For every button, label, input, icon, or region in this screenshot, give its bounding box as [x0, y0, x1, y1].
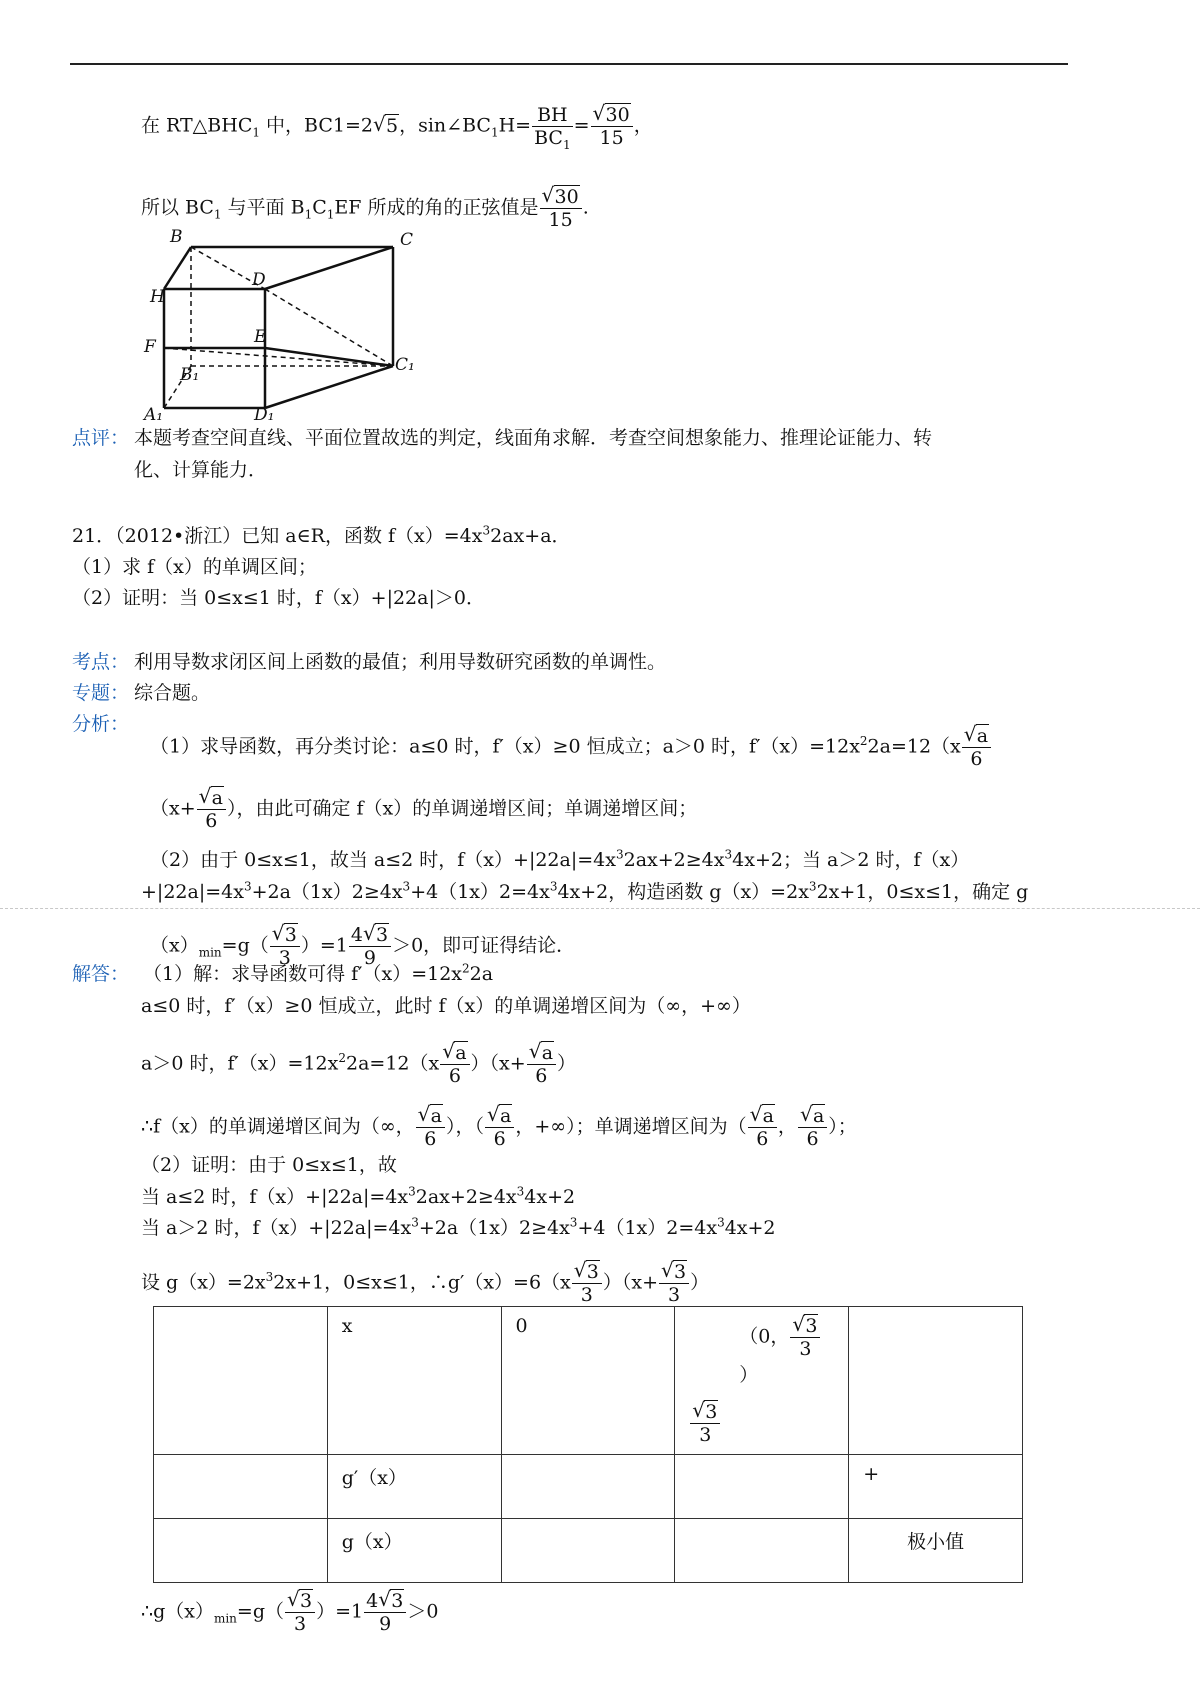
jieda-line1: （1）解：求导函数可得 $f'(x)=12x^22a$	[143, 961, 494, 985]
kaodian-line: 考点： 利用导数求闭区间上函数的最值；利用导数研究函数的单调性。	[72, 651, 667, 673]
label-C1: C₁	[395, 355, 415, 375]
comment-line2: 化、计算能力．	[134, 459, 268, 481]
fenxi-line2: （x+ √ $\frac{a}{6}$ ），由此可确定 f（x）的单调递增区间；单调递增区间；	[150, 787, 697, 832]
jieda-line4: ∴f（x）的单调递增区间为（∞， √ $\frac{a}{6}$ ），（ √ $\frac{a}{6}$ ，+∞）；单调递增区间为（ √ $\frac{a}{6}$ ， √ $\frac{a}{6}$ ）；	[141, 1105, 857, 1150]
fraction-bh-bc1: $\frac{BH}{BC_1}$	[534, 104, 571, 152]
fenxi-line5: $(x)_{min}=g$（ √ $\frac{3}{3}$ ）=1 $\frac{4√ 3}{9}$ ＞0，即可证得结论．	[150, 924, 575, 969]
header-rule	[70, 63, 1068, 65]
hidden-d-c1	[265, 289, 393, 366]
fraction-sqrt30-15: √ $\frac{30}{15}$	[591, 104, 633, 149]
comment-block: 点评： 本题考查空间直线、平面位置故选的判定，线面角求解．考查空间想象能力、推理论证能力、转	[72, 427, 933, 449]
table-row: g′（x） +	[154, 1455, 1023, 1519]
jieda-final-line: $\therefore g(x)_{min}=g$（ √ $\frac{3}{3}$ ）=1 $\frac{4√ 3}{9}$ ＞0	[141, 1590, 438, 1635]
fenxi-label: 分析：	[72, 713, 130, 735]
problem-line1: 21．（2012•浙江）已知 a∈R，函数 $f(x)=4x^32ax+a$．	[72, 523, 571, 547]
label-B: B	[170, 227, 183, 247]
jieda-line3: a＞0 时，$f'(x)=12x^22a=12(x$ √ $\frac{a}{6}$ ）（x+ √ $\frac{a}{6}$ ）	[141, 1042, 576, 1087]
fenxi-line4: $+|22a|=4x^3+2a(1x)2\ge 4x^3+4(1x)2=4x^34x+2$，构造函数 $g(x)=2x^32x+1$，0≤x≤1，确定 g	[141, 879, 1029, 903]
edge-a-b	[164, 247, 191, 289]
fenxi-line3: （2）由于 0≤x≤1，故当 a≤2 时，$f(x)+|22a|=4x^32ax+2\ge 4x^34x+2$；当 a＞2 时，f（x）	[150, 847, 970, 871]
label-E: E	[254, 327, 267, 347]
label-F: F	[144, 337, 156, 357]
fraction-sqrt30-15-b: √ $\frac{30}{15}$	[540, 186, 582, 231]
page-divider	[0, 908, 1200, 909]
jieda-line2: a≤0 时，f′（x）≥0 恒成立，此时 f（x）的单调递增区间为（∞，+∞）	[141, 995, 751, 1017]
jieda-line8: 设 $g(x)=2x^32x+1$，0≤x≤1，∴g′（x）=6（x √ $\frac{3}{3}$ ）（x+ √ $\frac{3}{3}$ ）	[141, 1261, 709, 1306]
prism-figure	[144, 227, 420, 425]
label-B1: B₁	[180, 365, 200, 385]
jieda-line7: 当 a＞2 时，$f(x)+|22a|=4x^3+2a(1x)2\ge 4x^3+4(1x)2=4x^34x+2$	[141, 1215, 776, 1239]
jieda-line6: 当 a≤2 时，$f(x)+|22a|=4x^32ax+2\ge 4x^34x+2$	[141, 1184, 576, 1208]
label-C: C	[400, 230, 414, 250]
table-row: g（x） 极小值	[154, 1519, 1023, 1583]
fenxi-line1: （1）求导函数，再分类讨论：a≤0 时，f′（x）≥0 恒成立；a＞0 时，$f'(x)=12x^22a=12(x$ √ $\frac{a}{6}$	[150, 725, 992, 770]
table-row: x 0 （0， √ $\frac{3}{3}$ ） √ $\frac{3}{3}$	[154, 1307, 1023, 1455]
problem-line3: （2）证明：当 0≤x≤1 时，f（x）+|22a|＞0．	[72, 587, 485, 609]
label-D: D	[252, 270, 266, 290]
problem-line2: （1）求 f（x）的单调区间；	[72, 556, 317, 578]
conclusion-line: 所以 $BC_1$ 与平面 $B_1C_1EF$ 所成的角的正弦值是 √ $\frac{30}{15}$ .	[141, 186, 589, 231]
zhuanti-line: 专题： 综合题。	[72, 682, 211, 704]
label-A1: A₁	[144, 405, 164, 425]
comment-label: 点评：	[72, 427, 130, 449]
label-H: H	[150, 287, 165, 307]
jieda-label: 解答：	[72, 963, 130, 985]
monotonicity-table	[153, 1306, 1023, 1583]
label-D1: D₁	[254, 405, 275, 425]
edge-d1-c1	[265, 366, 393, 408]
jieda-line5: （2）证明：由于 0≤x≤1，故	[141, 1154, 397, 1176]
rt-triangle-line: 在 $RT\triangle BHC_1$ 中，BC1=2√ 5，$\sin\angle BC_1H=$ $\frac{BH}{BC_1}$ = √ $\frac{30}{15}$ ，	[141, 104, 653, 149]
edge-d-c	[265, 247, 393, 289]
